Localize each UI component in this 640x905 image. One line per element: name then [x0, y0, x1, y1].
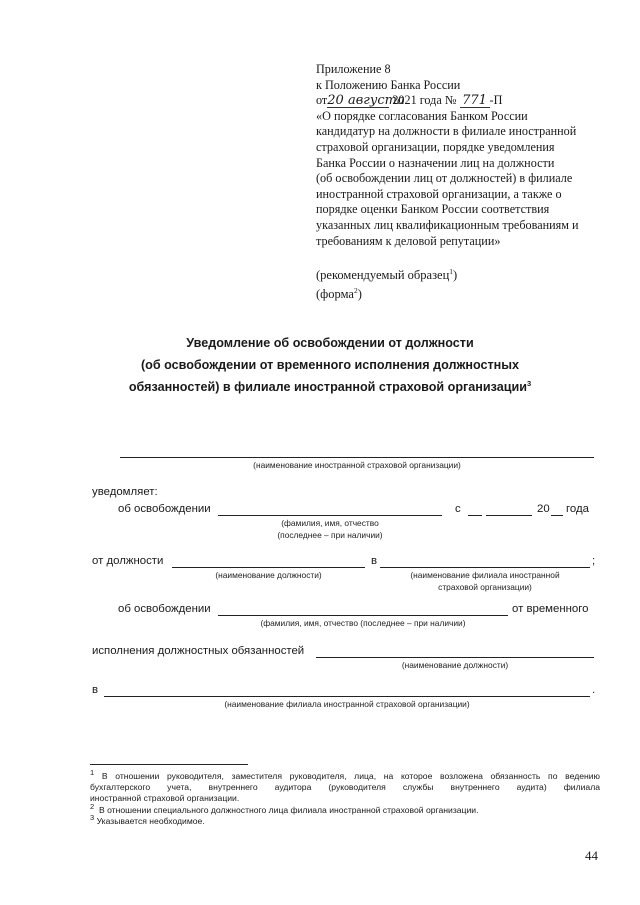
fio-caption: (последнее – при наличии) [277, 530, 383, 540]
handwritten-number: 771 [460, 95, 490, 108]
notifies-label: уведомляет: [92, 486, 158, 498]
page-number: 44 [585, 848, 598, 863]
appendix-header [316, 62, 579, 249]
recommended-sample: (рекомендуемый образец$^1$) [316, 266, 458, 282]
in-label: в [371, 555, 378, 567]
branch-caption: (наименование филиала иностранной [410, 570, 560, 580]
date-prefix: от [316, 93, 328, 108]
handwritten-date [327, 93, 405, 109]
form-note: (форма$^2$) [316, 285, 362, 301]
title-line: обязанностей) в филиале иностранной страховой организации$^3$ [128, 378, 532, 394]
appendix-line: Приложение 8 [316, 62, 391, 76]
appendix-line: кандидатур на должности в филиале иностранной [316, 124, 577, 139]
fio-caption: (фамилия, имя, отчество [281, 518, 379, 528]
in2-label: в [92, 684, 99, 696]
year-suffix: года [566, 503, 589, 515]
date-year: 2021 года [392, 93, 442, 108]
semicolon: ; [592, 555, 596, 567]
branch-field[interactable] [380, 567, 590, 568]
appendix-date-line [316, 93, 579, 109]
footnote-1: $^1$ В отношении руководителя, заместителя руководителя, лица, на которое возложена обязанность по ведению [90, 768, 600, 781]
handwritten-day: 20 [327, 93, 344, 109]
position-caption-2: (наименование должности) [401, 660, 509, 670]
footnote-1-cont: бухгалтерского учета, внутреннего аудитора (руководителя службы внутреннего аудита) филиала [90, 782, 600, 793]
org-name-field[interactable] [120, 457, 594, 458]
year-prefix: 20 [537, 503, 550, 515]
duties-label: исполнения должностных обязанностей [92, 645, 305, 657]
footnote-3: $^3$ Указывается необходимое. [90, 812, 205, 826]
appendix-line: указанных лиц квалификационным требованиям и [316, 217, 579, 232]
appendix-line: к Положению Банка России [316, 77, 461, 92]
release2-label: об освобождении [118, 603, 211, 615]
fio-caption-full: (фамилия, имя, отчество (последнее – при наличии) [260, 618, 466, 628]
document-title [100, 332, 560, 398]
temp-label: от временного [512, 603, 589, 615]
appendix-line: иностранной страховой организации, а также о [316, 186, 562, 201]
org-name-caption: (наименование иностранной страховой организации) [253, 460, 461, 470]
appendix-line: Банка России о назначении лиц на должности [316, 155, 555, 170]
footnotes [90, 768, 600, 827]
release-fio-field[interactable] [218, 515, 442, 516]
from-label: с [455, 503, 461, 515]
handwritten-month: августа [347, 93, 405, 109]
title-line: (об освобождении от временного исполнения должностных [140, 358, 520, 372]
position-caption: (наименование должности) [215, 570, 322, 580]
footnote-1-cont: иностранной страховой организации. [90, 793, 240, 804]
duties-position-field[interactable] [316, 657, 594, 658]
branch2-field[interactable] [104, 696, 590, 697]
footnote-separator [90, 764, 248, 765]
footnote-2: $^2$ В отношении специального должностного лица филиала иностранной страховой организации. [90, 801, 479, 815]
appendix-line: порядке оценки Банком России соответствия [316, 202, 550, 217]
appendix-line: страховой организации, порядке уведомления [316, 139, 555, 154]
period: . [592, 684, 596, 696]
title-line: Уведомление об освобождении от должности [186, 336, 474, 350]
appendix-line: (об освобождении лиц от должностей) в филиале [316, 171, 573, 186]
month-field[interactable] [486, 515, 532, 516]
position-field[interactable] [172, 567, 365, 568]
branch-caption-full: (наименование филиала иностранной страховой организации) [224, 699, 470, 709]
day-field[interactable] [468, 515, 482, 516]
position-label: от должности [92, 555, 164, 567]
appendix-line: требованиям к деловой репутации» [316, 233, 501, 248]
year-field[interactable] [551, 515, 563, 516]
branch-caption: страховой организации) [438, 582, 532, 592]
release-label: об освобождении [118, 503, 211, 515]
sample-note [316, 266, 457, 304]
release2-fio-field[interactable] [218, 615, 508, 616]
number-suffix: -П [489, 93, 503, 108]
appendix-line: «О порядке согласования Банком России [316, 108, 528, 123]
number-sign: № [444, 93, 457, 108]
